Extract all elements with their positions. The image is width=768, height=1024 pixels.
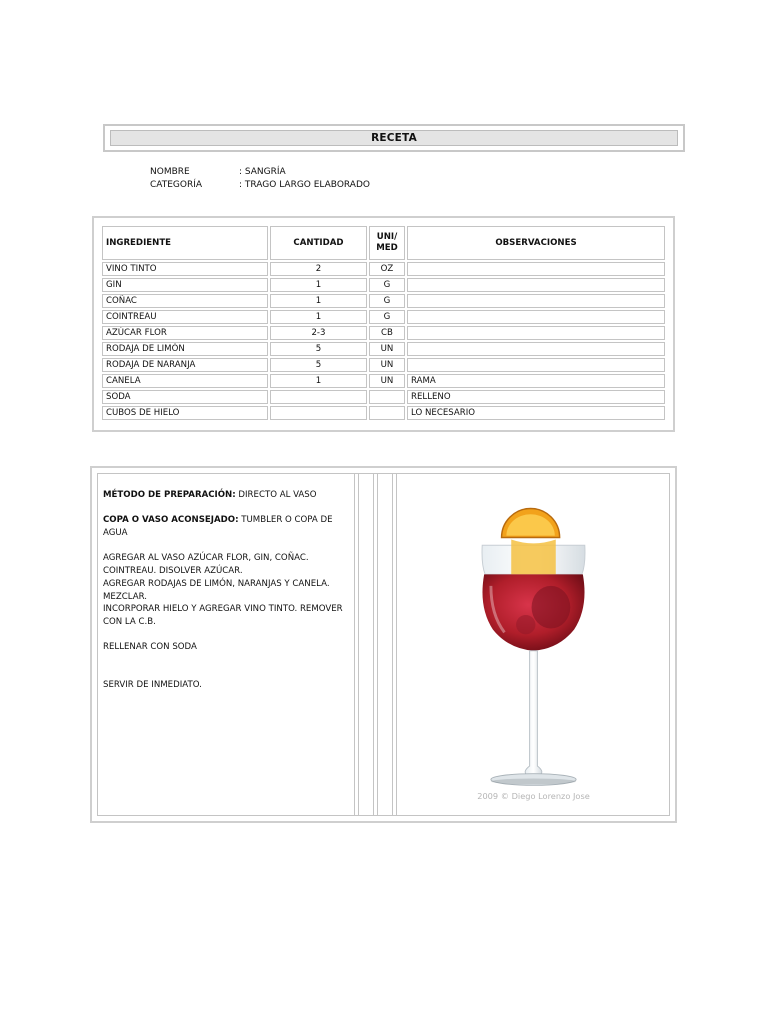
table-row: [102, 374, 665, 388]
ingredients-table: [100, 224, 667, 422]
unit-cell: G: [369, 278, 405, 292]
ingredient-cell: AZÚCAR FLOR: [102, 326, 268, 340]
table-row: [102, 358, 665, 372]
ingredient-cell: CANELA: [102, 374, 268, 388]
quantity-cell: [270, 406, 367, 420]
method-value: DIRECTO AL VASO: [235, 490, 317, 500]
table-row: [102, 310, 665, 324]
header-observations: OBSERVACIONES: [407, 226, 665, 260]
step-line: MEZCLAR.: [103, 591, 147, 602]
ingredients-box: [92, 216, 675, 432]
unit-cell: [369, 390, 405, 404]
observation-cell: LO NECESARIO: [407, 406, 665, 420]
observation-cell: [407, 294, 665, 308]
glass-value: TUMBLER O COPA DE AGUA: [103, 515, 333, 539]
observation-cell: [407, 310, 665, 324]
unit-cell: G: [369, 310, 405, 324]
observation-cell: [407, 278, 665, 292]
divider: [377, 474, 378, 815]
unit-cell: UN: [369, 374, 405, 388]
ingredient-cell: COINTREAU: [102, 310, 268, 324]
quantity-cell: 2-3: [270, 326, 367, 340]
wine-glass-image: [398, 474, 669, 814]
step-line: COINTREAU. DISOLVER AZÚCAR.: [103, 566, 243, 577]
quantity-cell: 5: [270, 342, 367, 356]
meta-name-value: : SANGRÍA: [239, 167, 286, 177]
table-row: [102, 326, 665, 340]
step-line: AGREGAR RODAJAS DE LIMÓN, NARANJAS Y CANELA.: [103, 578, 330, 589]
preparation-text: [103, 489, 358, 692]
glass-label: COPA O VASO ACONSEJADO:: [103, 515, 239, 526]
ingredient-cell: RODAJA DE LIMÓN: [102, 342, 268, 356]
unit-cell: CB: [369, 326, 405, 340]
ingredient-cell: GIN: [102, 278, 268, 292]
quantity-cell: 1: [270, 374, 367, 388]
method-label: MÉTODO DE PREPARACIÓN:: [103, 490, 236, 500]
header-unit: UNI/ MED: [369, 226, 405, 260]
glass-line: [103, 514, 358, 539]
table-row: [102, 278, 665, 292]
fruit-slice: [532, 586, 571, 629]
quantity-cell: [270, 390, 367, 404]
quantity-cell: 2: [270, 262, 367, 276]
table-header-row: [102, 226, 665, 260]
unit-cell: OZ: [369, 262, 405, 276]
serve-line: SERVIR DE INMEDIATO.: [103, 680, 202, 691]
divider: [373, 474, 374, 815]
unit-cell: G: [369, 294, 405, 308]
table-row: [102, 294, 665, 308]
refill-line: RELLENAR CON SODA: [103, 642, 197, 653]
observation-cell: [407, 342, 665, 356]
ingredient-cell: RODAJA DE NARANJA: [102, 358, 268, 372]
ingredient-cell: COÑAC: [102, 294, 268, 308]
quantity-cell: 1: [270, 294, 367, 308]
ingredient-cell: VINO TINTO: [102, 262, 268, 276]
divider: [358, 474, 359, 815]
observation-cell: RAMA: [407, 374, 665, 388]
unit-cell: UN: [369, 358, 405, 372]
ingredient-cell: CUBOS DE HIELO: [102, 406, 268, 420]
photo-credit: 2009 © Diego Lorenzo Jose: [477, 790, 590, 801]
sangria-photo: [398, 474, 669, 815]
meta-category-value: : TRAGO LARGO ELABORADO: [239, 180, 370, 190]
step-line: CON LA C.B.: [103, 617, 156, 627]
method-line: [103, 489, 358, 502]
page-title: RECETA: [110, 130, 678, 146]
quantity-cell: 1: [270, 310, 367, 324]
step-line: AGREGAR AL VASO AZÚCAR FLOR, GIN, COÑAC.: [103, 553, 309, 564]
divider: [396, 474, 397, 815]
preparation-frame: [97, 473, 670, 816]
meta-category-label: CATEGORÍA: [150, 180, 203, 190]
step-line: INCORPORAR HIELO Y AGREGAR VINO TINTO. REMOVER: [103, 604, 343, 615]
title-box: [103, 124, 685, 152]
preparation-box: [90, 466, 677, 823]
header-ingredient: INGREDIENTE: [102, 226, 268, 260]
table-row: [102, 406, 665, 420]
observation-cell: RELLENO: [407, 390, 665, 404]
table-row: [102, 262, 665, 276]
table-row: [102, 390, 665, 404]
table-row: [102, 342, 665, 356]
observation-cell: [407, 358, 665, 372]
quantity-cell: 5: [270, 358, 367, 372]
unit-cell: [369, 406, 405, 420]
fruit-piece: [516, 615, 535, 634]
quantity-cell: 1: [270, 278, 367, 292]
orange-in-glass: [511, 539, 556, 574]
header-quantity: CANTIDAD: [270, 226, 367, 260]
ingredient-cell: SODA: [102, 390, 268, 404]
observation-cell: [407, 326, 665, 340]
divider: [392, 474, 393, 815]
observation-cell: [407, 262, 665, 276]
unit-cell: UN: [369, 342, 405, 356]
glass-shadow: [491, 779, 576, 785]
meta-name-label: NOMBRE: [150, 167, 190, 177]
glass-stem: [525, 651, 542, 776]
